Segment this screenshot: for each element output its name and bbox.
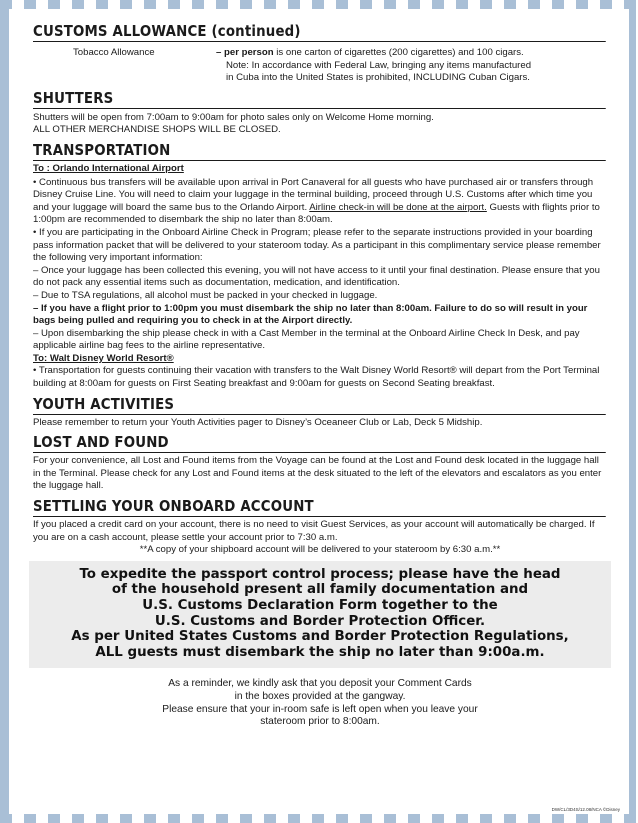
youth-section bbox=[33, 395, 607, 430]
lost-found-heading: LOST AND FOUND bbox=[33, 433, 606, 453]
lost-found-text: For your convenience, all Lost and Found items from the Voyage can be found at the Lost and Found desk located in the luggage hall in the Terminal. Please check for any Lost and Found items at the desk situated to the left of the elevators and escalators as you enter the luggage hall. bbox=[33, 455, 602, 492]
transport-p1-underline: Airline check-in will be done at the airport. bbox=[309, 201, 487, 213]
callout-line-4: U.S. Customs and Border Protection Officer. bbox=[154, 613, 486, 629]
transport-p1-start: • Continuous bus transfers will be available upon arrival in Port Canaveral for all guests who have purchased air or transfers through Disney Cruise Line. You will need to claim your luggage in the terminal building, proceed through U.S. Customs after which time you and your luggage will board the same bus to the Orlando Airport. bbox=[33, 176, 594, 213]
tobacco-note-1: Note: In accordance with Federal Law, bringing any items manufactured bbox=[226, 59, 532, 71]
callout-line-1: To expedite the passport control process; please have the head bbox=[79, 566, 561, 582]
callout-line-3: U.S. Customs Declaration Form together to the bbox=[142, 598, 498, 613]
callout-line-5: As per United States Customs and Border Protection Regulations, bbox=[71, 629, 569, 645]
tobacco-per-person: – per person bbox=[216, 47, 274, 58]
tobacco-row bbox=[33, 47, 607, 85]
youth-text: Please remember to return your Youth Activities pager to Disney’s Oceaneer Club or Lab, Deck 5 Midship. bbox=[33, 416, 483, 428]
customs-heading: CUSTOMS ALLOWANCE (continued) bbox=[33, 22, 606, 42]
account-text: If you placed a credit card on your account, there is no need to visit Guest Services, as your account will automatically be charged. If you are on a cash account, please settle your account prior to 7:30 a.m. bbox=[33, 519, 595, 543]
account-copy-note: **A copy of your shipboard account will be delivered to your stateroom by 6:30 a.m.** bbox=[139, 544, 501, 556]
transport-paragraph-2: • If you are participating in the Onboard Airline Check in Program; please refer to the separate instructions provided in your boarding pass information packet that will be delivered to your stateroom today. As a participant in this complimentary service please remember the following very important information: bbox=[33, 226, 601, 264]
tobacco-rest: is one carton of cigarettes (200 cigarettes) and 100 cigars. bbox=[273, 47, 524, 58]
transport-paragraph-5: – If you have a flight prior to 1:00pm you must disembark the ship no later than 8:00am. Failure to do so will result in your bags being pulled and requiring you to check in at the Airport directly. bbox=[33, 302, 588, 327]
tobacco-value bbox=[186, 47, 607, 85]
shutters-line-2: ALL OTHER MERCHANDISE SHOPS WILL BE CLOSED. bbox=[33, 124, 281, 136]
footer-code: DW/CL/3D4S/12.08/NCA ©Disney bbox=[551, 807, 620, 812]
transportation-heading: TRANSPORTATION bbox=[33, 141, 606, 161]
wdw-subheading: To: Walt Disney World Resort® bbox=[33, 352, 174, 364]
customs-section bbox=[33, 22, 607, 85]
tobacco-note-2: in Cuba into the United States is prohibited, INCLUDING Cuban Cigars. bbox=[226, 72, 530, 84]
transport-paragraph-7: • Transportation for guests continuing their vacation with transfers to the Walt Disney World Resort® will depart from the Port Terminal building at 8:00am for guests on First Seating breakfast and 9:00am for guests on Second Seating breakfast. bbox=[33, 365, 600, 390]
transport-paragraph-3: – Once your luggage has been collected this evening, you will not have access to it until your final destination. Please ensure that you do not pack any essential items such as documentation, medication, and identification. bbox=[33, 264, 600, 289]
lost-found-section bbox=[33, 433, 607, 493]
reminder-line-4: stateroom prior to 8:00am. bbox=[260, 716, 380, 728]
transport-paragraph-4: – Due to TSA regulations, all alcohol must be packed in your checked in luggage. bbox=[33, 289, 378, 301]
transport-paragraph-6: – Upon disembarking the ship please check in with a Cast Member in the terminal at the Onboard Airline Check In Desk, and pay applicable airline bag fees to the airline representative. bbox=[33, 327, 580, 352]
shutters-section bbox=[33, 89, 607, 137]
passport-callout bbox=[29, 561, 611, 669]
reminder-line-2: in the boxes provided at the gangway. bbox=[234, 690, 406, 702]
transportation-section bbox=[33, 141, 607, 391]
airport-subheading: To : Orlando International Airport bbox=[33, 162, 184, 174]
tobacco-label: Tobacco Allowance bbox=[73, 47, 155, 58]
reminder-block bbox=[33, 678, 607, 728]
transport-paragraph-1 bbox=[33, 177, 607, 227]
document-body bbox=[33, 22, 607, 729]
reminder-line-3: Please ensure that your in-room safe is left open when you leave your bbox=[162, 703, 478, 715]
reminder-line-1: As a reminder, we kindly ask that you deposit your Comment Cards bbox=[168, 678, 472, 690]
transport-p1-end: Guests with flights prior to 1:00pm are recommended to disembark the ship no later than 8:00am. bbox=[33, 201, 600, 226]
callout-line-6: ALL guests must disembark the ship no later than 9:00a.m. bbox=[95, 644, 545, 660]
youth-heading: YOUTH ACTIVITIES bbox=[33, 395, 606, 415]
account-section bbox=[33, 497, 607, 557]
account-heading: SETTLING YOUR ONBOARD ACCOUNT bbox=[33, 497, 606, 517]
shutters-heading: SHUTTERS bbox=[33, 89, 606, 109]
shutters-line-1: Shutters will be open from 7:00am to 9:00am for photo sales only on Welcome Home morning. bbox=[33, 111, 434, 123]
callout-line-2: of the household present all family documentation and bbox=[111, 582, 529, 598]
